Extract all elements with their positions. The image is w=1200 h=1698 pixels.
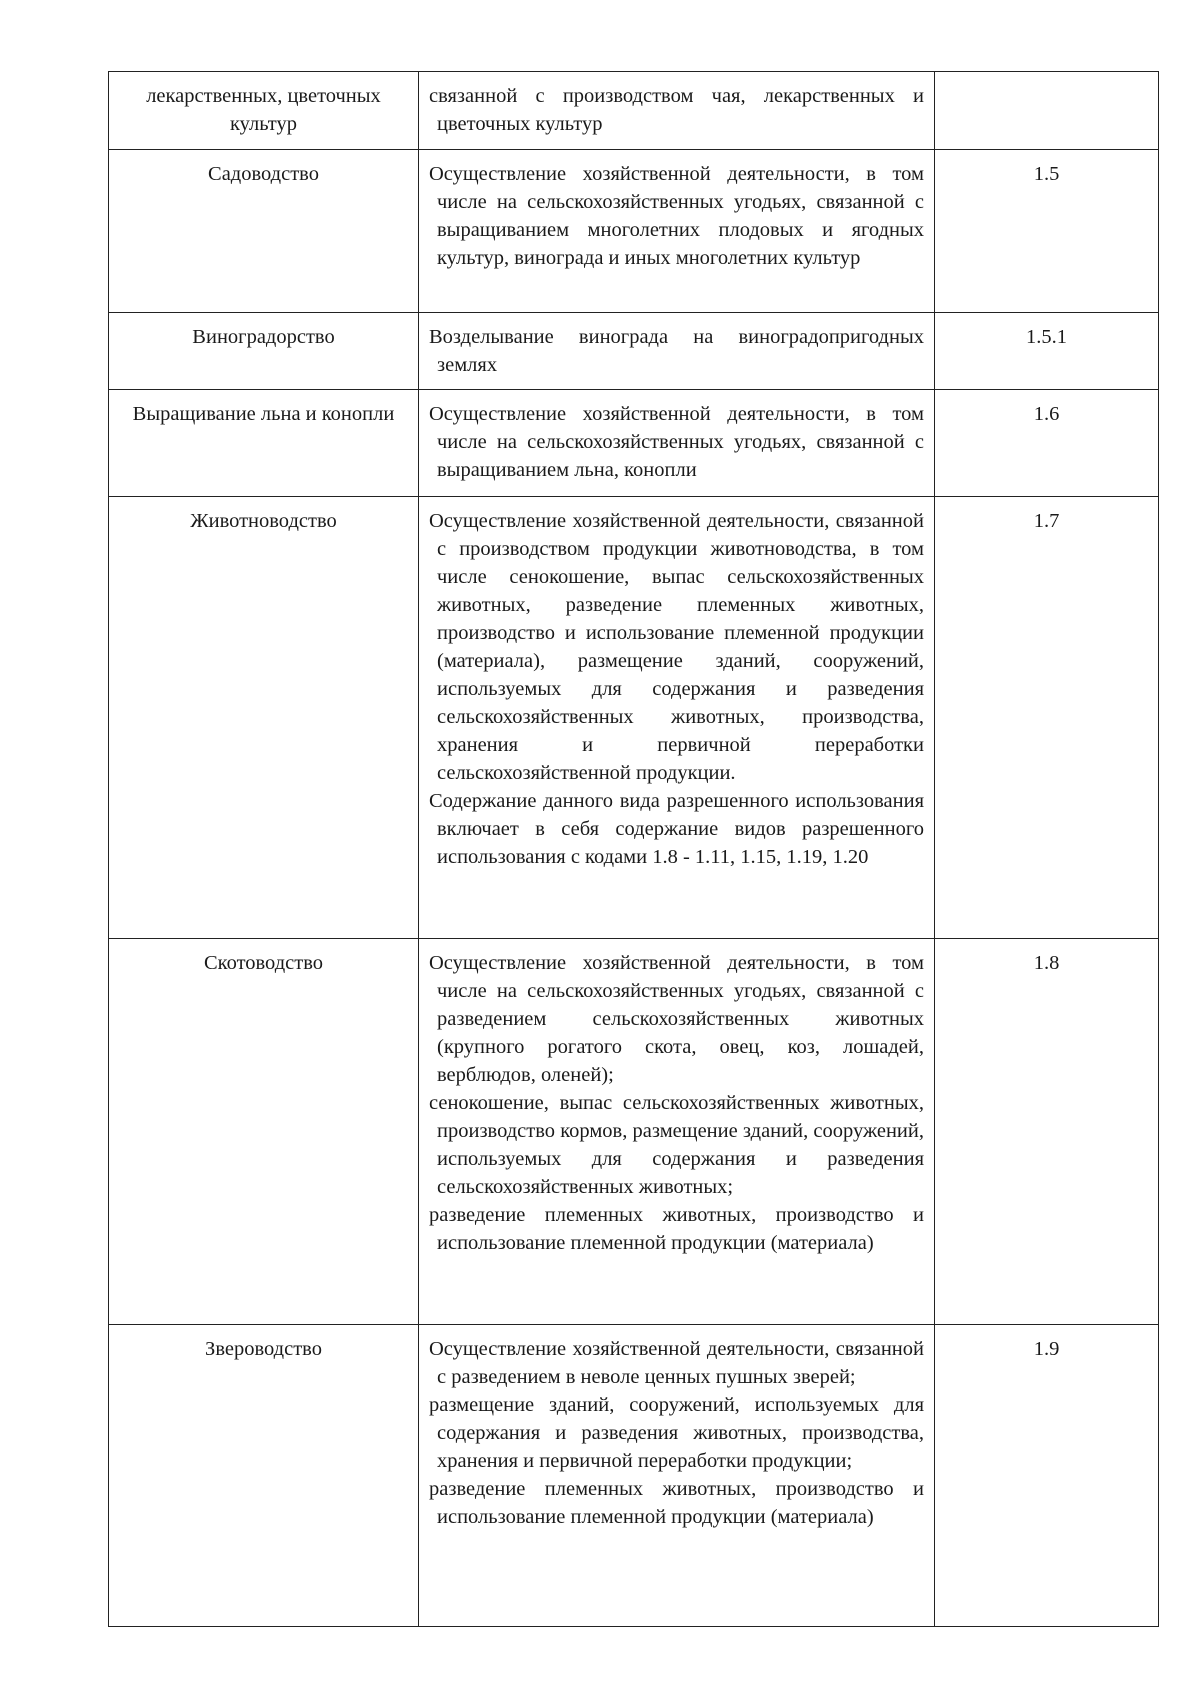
- use-type-code: 1.7: [935, 497, 1159, 939]
- table-row: [109, 150, 1159, 313]
- use-type-code: 1.8: [935, 939, 1159, 1325]
- table-row: [109, 497, 1159, 939]
- use-type-code: 1.9: [935, 1325, 1159, 1627]
- use-type-name: Животноводство: [109, 497, 419, 939]
- description-paragraph: сенокошение, выпас сельскохозяйственных животных, производство кормов, размещение зданий, сооружений, используемых для содержания и разведения сельскохозяйственных животных;: [429, 1092, 924, 1198]
- use-type-description: [419, 313, 935, 390]
- use-type-name: Виноградорство: [109, 313, 419, 390]
- use-type-name: лекарственных, цветочных культур: [109, 72, 419, 150]
- description-paragraph: Осуществление хозяйственной деятельности, в том числе на сельскохозяйственных угодьях, связанной с разведением сельскохозяйственных животных (крупного рогатого скота, овец, коз, лошадей, верблюдов, оленей);: [429, 952, 924, 1086]
- table-row: [109, 1325, 1159, 1627]
- table-row: [109, 390, 1159, 497]
- use-type-code: 1.5.1: [935, 313, 1159, 390]
- table-row: [109, 72, 1159, 150]
- use-type-code: [935, 72, 1159, 150]
- use-type-name: Скотоводство: [109, 939, 419, 1325]
- description-paragraph: Осуществление хозяйственной деятельности, в том числе на сельскохозяйственных угодьях, связанной с выращиванием льна, конопли: [429, 403, 924, 481]
- use-type-name: Садоводство: [109, 150, 419, 313]
- use-type-description: [419, 939, 935, 1325]
- description-paragraph: разведение племенных животных, производство и использование племенной продукции (материала): [429, 1204, 924, 1254]
- use-type-description: [419, 150, 935, 313]
- description-paragraph: Осуществление хозяйственной деятельности, связанной с разведением в неволе ценных пушных зверей;: [429, 1338, 924, 1388]
- description-paragraph: разведение племенных животных, производство и использование племенной продукции (материала): [429, 1478, 924, 1528]
- table-row: [109, 939, 1159, 1325]
- use-type-code: 1.5: [935, 150, 1159, 313]
- use-type-description: [419, 72, 935, 150]
- use-type-description: [419, 1325, 935, 1627]
- description-paragraph: Возделывание винограда на виноградопригодных землях: [429, 326, 924, 376]
- table-row: [109, 313, 1159, 390]
- use-type-description: [419, 390, 935, 497]
- description-paragraph: размещение зданий, сооружений, используемых для содержания и разведения животных, производства, хранения и первичной переработки продукции;: [429, 1394, 924, 1472]
- use-type-code: 1.6: [935, 390, 1159, 497]
- description-paragraph: связанной с производством чая, лекарственных и цветочных культур: [429, 85, 924, 135]
- use-type-name: Звероводство: [109, 1325, 419, 1627]
- description-paragraph: Осуществление хозяйственной деятельности, связанной с производством продукции животноводства, в том числе сенокошение, выпас сельскохозяйственных животных, разведение племенных животных, производство и использование племенной продукции (материала), размещение зданий, сооружений, используемых для содержания и разведения сельскохозяйственных животных, производства, хранения и первичной переработки сельскохозяйственной продукции.: [429, 510, 924, 784]
- description-paragraph: Осуществление хозяйственной деятельности, в том числе на сельскохозяйственных угодьях, связанной с выращиванием многолетних плодовых и ягодных культур, винограда и иных многолетних культур: [429, 163, 924, 269]
- use-type-description: [419, 497, 935, 939]
- description-paragraph: Содержание данного вида разрешенного использования включает в себя содержание видов разрешенного использования с кодами 1.8 - 1.11, 1.15, 1.19, 1.20: [429, 790, 924, 868]
- land-use-table: [108, 71, 1159, 1627]
- use-type-name: Выращивание льна и конопли: [109, 390, 419, 497]
